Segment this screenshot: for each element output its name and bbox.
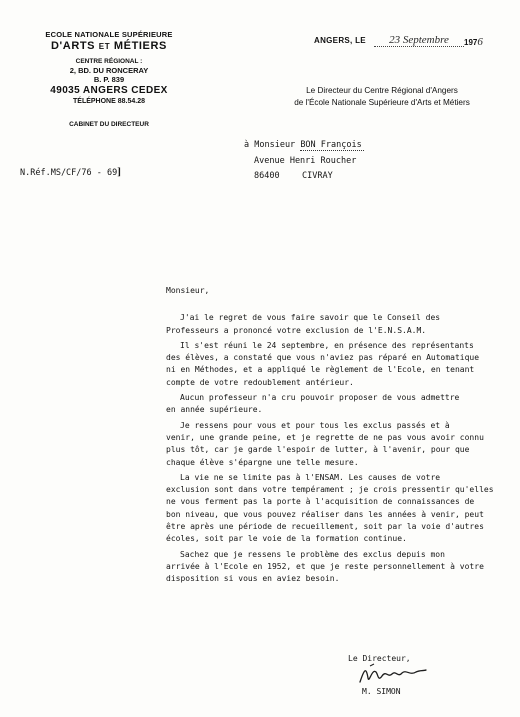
director-line1: Le Directeur du Centre Régional d'Angers <box>306 86 458 95</box>
paragraph-6: Sachez que je ressens le problème des exclus depuis mon arrivée à l'Ecole en 1952, et que je reste personnellement à votre disposition si vous en aviez besoin. <box>166 549 484 584</box>
paragraph-2: Il s'est réuni le 24 septembre, en présence des représentants des élèves, a constaté que vous n'aviez pas réparé en Automatique ni en Méthodes, et a appliqué le règlement de l'Ecole, en tenant compte de votre redoublement antérieur. <box>166 340 480 387</box>
director-line2: de l'École Nationale Supérieure d'Arts et Métiers <box>294 98 470 107</box>
centre-label: CENTRE RÉGIONAL : <box>75 58 143 65</box>
date-year: 1976 <box>464 36 483 48</box>
po-box: B. P. 839 <box>93 75 125 84</box>
signature-title: Le Directeur, <box>348 654 411 663</box>
letterhead <box>24 30 194 128</box>
recipient-address <box>244 138 364 185</box>
paragraph-5: La vie ne se limite pas à l'ENSAM. Les causes de votre exclusion sont dans votre tempérament ; je crois pressentir qu'elles ne vous ferment pas la porte à l'acquisition de connaissances de bon niveau, que vous pouvez réaliser dans les années à venir, peut être après une période de recueillement, soit par la voie d'autres écoles, soit par le voie de la formation continue. <box>166 472 494 544</box>
cabinet-label: CABINET DU DIRECTEUR <box>69 121 149 128</box>
salutation: Monsieur, <box>166 286 210 295</box>
street-address: 2, BD. DU RONCERAY <box>69 66 149 75</box>
recipient-name-line: à Monsieur BON François <box>244 140 362 150</box>
school-name-line2: D'ARTS ET MÉTIERS <box>51 40 167 52</box>
city-address: 49035 ANGERS CEDEX <box>50 85 168 96</box>
date-day-month: 23 Septembre <box>389 34 449 46</box>
paragraph-4: Je ressens pour vous et pour tous les exclus passés et à venir, une grande peine, et je regrette de ne pas vous avoir connu plus tôt, car je garde l'espoir de lutter, à l'avenir, pour que chaque élève s'épargne une telle mesure. <box>166 420 484 467</box>
paragraph-3: Aucun professeur n'a cru pouvoir proposer de vous admettre en année supérieure. <box>166 393 460 415</box>
reference-number: N.Réf.MS/CF/76 - 69] <box>20 166 121 178</box>
signature-name: M. SIMON <box>362 687 401 696</box>
date-line <box>314 34 504 48</box>
paragraph-1: J'ai le regret de vous faire savoir que le Conseil des Professeurs a prononcé votre exclusion de l'E.N.S.A.M. <box>166 313 441 335</box>
letter-body <box>166 285 508 589</box>
phone-number: TÉLÉPHONE 88.54.28 <box>73 98 145 105</box>
date-dotted-line <box>374 46 464 47</box>
school-name-line1: ECOLE NATIONALE SUPÉRIEURE <box>45 30 173 39</box>
recipient-street: Avenue Henri Roucher <box>254 155 357 166</box>
recipient-city-line: 86400 CIVRAY <box>254 171 333 181</box>
director-title <box>262 85 502 109</box>
date-prefix: ANGERS, LE <box>314 36 366 45</box>
handwritten-signature-icon <box>356 660 428 690</box>
